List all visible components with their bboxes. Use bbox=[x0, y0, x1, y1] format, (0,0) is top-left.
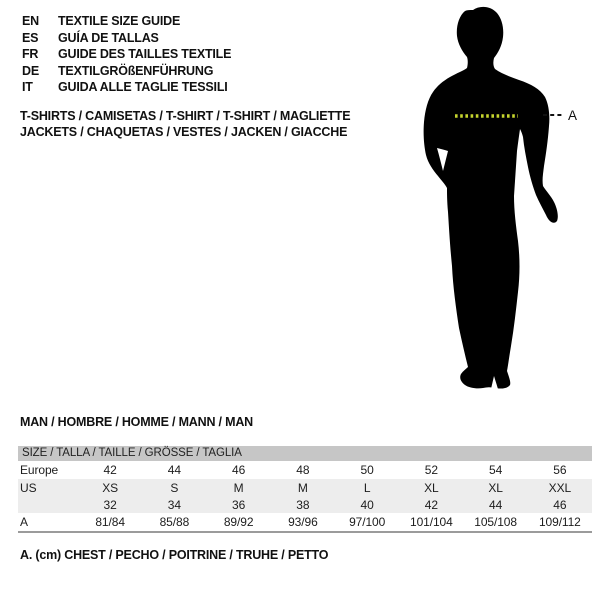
table-row-us-numeric bbox=[18, 496, 592, 513]
category-jackets: JACKETS / CHAQUETAS / VESTES / JACKEN / GIACCHE bbox=[20, 125, 348, 139]
table-cell: 101/104 bbox=[410, 515, 453, 529]
man-silhouette bbox=[424, 7, 558, 389]
language-label: TEXTILGRÖßENFÜHRUNG bbox=[58, 63, 214, 78]
table-cell: 46 bbox=[553, 497, 567, 512]
row-label: A bbox=[20, 515, 28, 529]
table-cell: 56 bbox=[553, 463, 567, 477]
category-tshirts: T-SHIRTS / CAMISETAS / T-SHIRT / T-SHIRT / MAGLIETTE bbox=[20, 109, 351, 123]
table-cell: M bbox=[233, 480, 244, 495]
section-title: MAN / HOMBRE / HOMME / MANN / MAN bbox=[20, 415, 253, 429]
language-code: DE bbox=[22, 63, 39, 78]
language-list bbox=[22, 13, 231, 96]
table-cell: 93/96 bbox=[288, 515, 318, 529]
language-row bbox=[22, 30, 231, 47]
table-cell: 40 bbox=[360, 497, 374, 512]
table-cell: 44 bbox=[167, 463, 181, 477]
table-cell: 89/92 bbox=[223, 515, 254, 529]
language-code: EN bbox=[22, 14, 39, 29]
language-code: IT bbox=[22, 80, 33, 95]
table-cell: 54 bbox=[489, 463, 503, 477]
table-cell: 42 bbox=[424, 497, 438, 512]
table-cell: XL bbox=[424, 480, 439, 495]
table-cell: 50 bbox=[360, 463, 374, 477]
language-label: GUIDA ALLE TAGLIE TESSILI bbox=[58, 80, 228, 95]
table-row-chest bbox=[18, 513, 592, 531]
measure-footnote: A. (cm) CHEST / PECHO / POITRINE / TRUHE / PETTO bbox=[20, 548, 329, 562]
table-cell: S bbox=[170, 480, 179, 495]
table-cell: 85/88 bbox=[159, 515, 190, 529]
table-cell: XL bbox=[488, 480, 503, 495]
table-cell: 105/108 bbox=[474, 515, 517, 529]
man-silhouette-figure bbox=[395, 0, 600, 410]
table-cell: 38 bbox=[296, 497, 310, 512]
table-cell: 46 bbox=[232, 463, 246, 477]
table-cell: 34 bbox=[167, 497, 181, 512]
table-cell: XXL bbox=[548, 480, 572, 495]
table-cell: 44 bbox=[489, 497, 503, 512]
table-cell: 36 bbox=[232, 497, 246, 512]
table-cell: 32 bbox=[103, 497, 117, 512]
size-table-header: SIZE / TALLA / TAILLE / GRÖSSE / TAGLIA bbox=[18, 446, 592, 461]
category-list bbox=[20, 108, 350, 140]
table-cell: 97/100 bbox=[349, 515, 386, 529]
language-row bbox=[22, 13, 231, 30]
table-cell: L bbox=[363, 480, 371, 495]
language-label: GUÍA DE TALLAS bbox=[58, 30, 159, 45]
language-code: FR bbox=[22, 47, 39, 62]
language-row bbox=[22, 63, 231, 80]
table-cell: 109/112 bbox=[538, 515, 581, 529]
row-label: US bbox=[20, 480, 37, 495]
table-row-us bbox=[18, 479, 592, 496]
table-cell: M bbox=[297, 480, 308, 495]
size-table bbox=[18, 446, 592, 533]
table-cell: 48 bbox=[296, 463, 310, 477]
table-row-europe bbox=[18, 461, 592, 479]
table-cell: 81/84 bbox=[95, 515, 125, 529]
language-row bbox=[22, 79, 231, 96]
row-label: Europe bbox=[20, 463, 59, 477]
measure-label-a: A bbox=[568, 108, 578, 123]
language-code: ES bbox=[22, 30, 39, 45]
table-cell: 42 bbox=[103, 463, 117, 477]
table-cell: XS bbox=[102, 480, 119, 495]
table-bottom-rule bbox=[18, 531, 592, 533]
table-cell: 52 bbox=[424, 463, 438, 477]
language-label: GUIDE DES TAILLES TEXTILE bbox=[58, 47, 232, 62]
language-row bbox=[22, 46, 231, 63]
language-label: TEXTILE SIZE GUIDE bbox=[58, 14, 181, 29]
